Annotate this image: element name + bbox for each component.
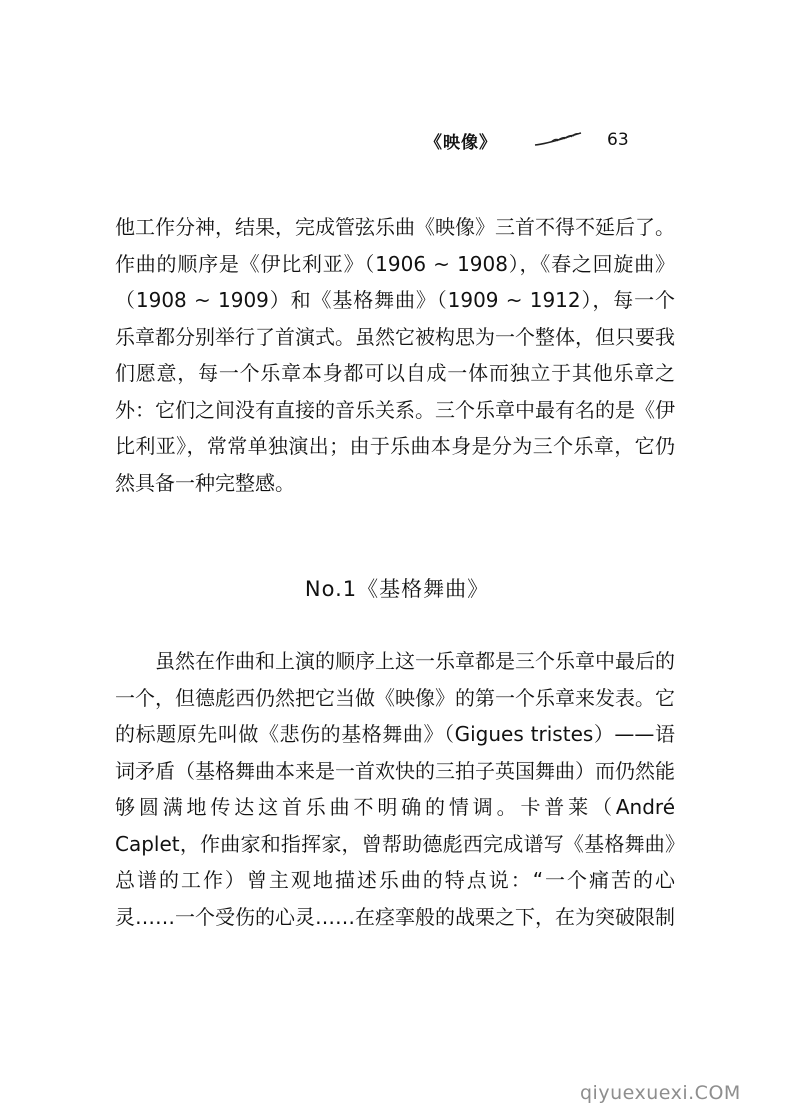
body-text-continuation — [115, 209, 675, 501]
site-watermark: qiyuexuexi.COM — [580, 1082, 741, 1104]
running-title: 《映像》 — [425, 132, 497, 153]
paragraph: 他工作分神，结果，完成管弦乐曲《映像》三首不得不延后了。作曲的顺序是《伊比利亚》（1906 ~ 1908），《春之回旋曲》（1908 ~ 1909）和《基格舞曲》（1909 ~ 1912），每一个乐章都分别举行了首演式。虽然它被构思为一个整体，但只要我们愿意，每一个乐章本身都可以自成一体而独立于其他乐章之外：它们之间没有直接的音乐关系。三个乐章中最有名的是《伊比利亚》，常常单独演出；由于乐曲本身是分为三个乐章，它仍然具备一种完整感。 — [115, 215, 675, 495]
section-heading: No.1《基格舞曲》 — [304, 577, 490, 601]
paragraph: 虽然在作曲和上演的顺序上这一乐章都是三个乐章中最后的一个，但德彪西仍然把它当做《映像》的第一个乐章来发表。它的标题原先叫做《悲伤的基格舞曲》（Gigues tristes）——语词矛盾（基格舞曲本来是一首欢快的三拍子英国舞曲）而仍然能够圆满地传达这首乐曲不明确的情调。卡普莱（André Caplet，作曲家和指挥家，曾帮助德彪西完成谱写《基格舞曲》总谱的工作）曾主观地描述乐曲的特点说：“一个痛苦的心灵……一个受伤的心灵……在痉挛般的战栗之下，在为突破限制 — [115, 649, 675, 929]
decorative-scroll-icon — [533, 132, 583, 148]
running-header — [425, 128, 629, 152]
page-number: 63 — [607, 130, 629, 150]
section-body — [115, 643, 675, 935]
